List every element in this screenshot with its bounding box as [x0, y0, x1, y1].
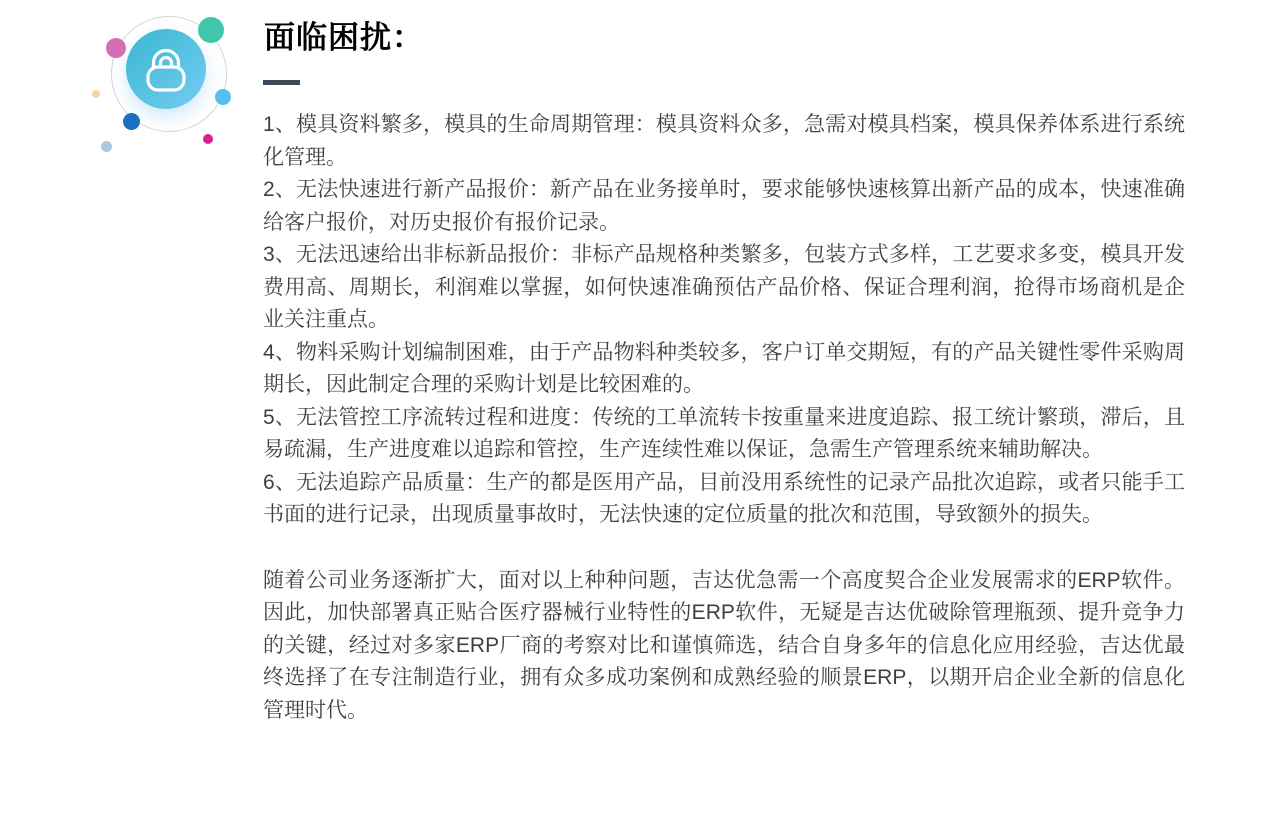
dot-teal: [198, 17, 224, 43]
issue-item-1: 1、模具资料繁多，模具的生命周期管理：模具资料众多，急需对模具档案，模具保养体系进行系统化管理。: [263, 113, 1185, 169]
dot-pink: [106, 38, 126, 58]
issue-item-6: 6、无法追踪产品质量：生产的都是医用产品，目前没用系统性的记录产品批次追踪，或者只能手工书面的进行记录，出现质量事故时，无法快速的定位质量的批次和范围，导致额外的损失。: [263, 470, 1185, 526]
issue-item-4: 4、物料采购计划编制困难，由于产品物料种类较多，客户订单交期短，有的产品关键性零件采购周期长，因此制定合理的采购计划是比较困难的。: [263, 340, 1185, 396]
dot-bluegray: [101, 141, 112, 152]
dot-cream: [92, 90, 100, 98]
dot-blue: [123, 113, 140, 130]
section-title: 面临困扰：: [264, 20, 424, 55]
closing-paragraph: 随着公司业务逐渐扩大，面对以上种种问题，吉达优急需一个高度契合企业发展需求的ERP软件。因此，加快部署真正贴合医疗器械行业特性的ERP软件，无疑是吉达优破除管理瓶颈、提升竞争力的关键，经过对多家ERP厂商的考察对比和谨慎筛选，结合自身多年的信息化应用经验，吉达优最终选择了在专注制造行业，拥有众多成功案例和成熟经验的顺景ERP，以期开启企业全新的信息化管理时代。: [263, 568, 1185, 722]
issue-item-5: 5、无法管控工序流转过程和进度：传统的工单流转卡按重量来进度追踪、报工统计繁琐，滞后，且易疏漏，生产进度难以追踪和管控，生产连续性难以保证，急需生产管理系统来辅助解决。: [263, 405, 1185, 461]
dot-magenta: [203, 134, 213, 144]
lock-icon: [146, 47, 186, 92]
issue-item-2: 2、无法快速进行新产品报价：新产品在业务接单时，要求能够快速核算出新产品的成本，快速准确给客户报价，对历史报价有报价记录。: [263, 178, 1185, 234]
lock-circle: [126, 29, 206, 109]
article-body: [263, 109, 1185, 727]
issue-item-3: 3、无法迅速给出非标新品报价：非标产品规格种类繁多，包装方式多样，工艺要求多变，模具开发费用高、周期长，利润难以掌握，如何快速准确预估产品价格、保证合理利润，抢得市场商机是企业关注重点。: [263, 243, 1185, 331]
lock-badge: [88, 4, 248, 159]
title-underline: [263, 80, 300, 85]
dot-skyblue: [215, 89, 231, 105]
